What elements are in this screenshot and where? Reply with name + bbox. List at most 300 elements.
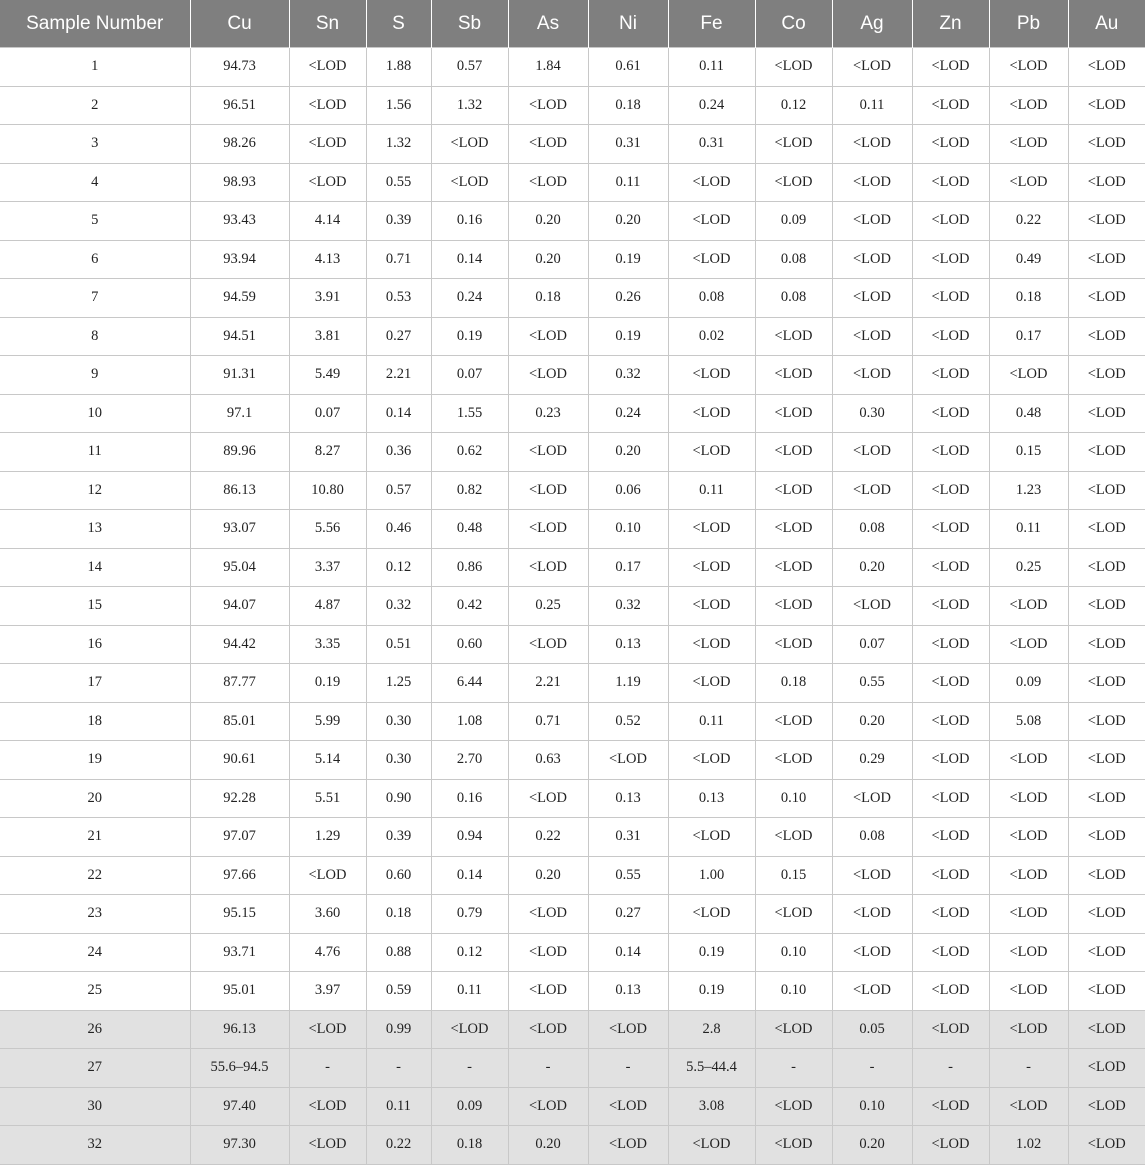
table-cell: 0.07	[431, 356, 508, 395]
table-cell: <LOD	[755, 1126, 832, 1165]
table-cell: <LOD	[912, 933, 989, 972]
table-cell: 93.94	[190, 240, 289, 279]
table-cell: <LOD	[755, 317, 832, 356]
table-cell: 4.13	[289, 240, 366, 279]
table-cell: -	[832, 1049, 912, 1088]
table-cell: 0.05	[832, 1010, 912, 1049]
table-cell: 0.57	[431, 48, 508, 87]
table-cell: 92.28	[190, 779, 289, 818]
table-cell: 5.08	[989, 702, 1068, 741]
table-cell: <LOD	[989, 1087, 1068, 1126]
sample-number-cell: 1	[0, 48, 190, 87]
table-cell: 0.19	[588, 240, 668, 279]
table-cell: <LOD	[912, 1087, 989, 1126]
table-cell: <LOD	[755, 125, 832, 164]
table-cell: 0.24	[668, 86, 755, 125]
table-cell: <LOD	[912, 895, 989, 934]
table-cell: 0.82	[431, 471, 508, 510]
table-cell: 2.70	[431, 741, 508, 780]
table-cell: -	[989, 1049, 1068, 1088]
table-cell: <LOD	[668, 818, 755, 857]
table-cell: 0.94	[431, 818, 508, 857]
table-cell: <LOD	[912, 587, 989, 626]
table-cell: -	[508, 1049, 588, 1088]
sample-number-cell: 30	[0, 1087, 190, 1126]
table-cell: <LOD	[289, 125, 366, 164]
table-cell: 94.73	[190, 48, 289, 87]
table-cell: <LOD	[1068, 548, 1145, 587]
table-cell: <LOD	[755, 587, 832, 626]
table-cell: 0.16	[431, 202, 508, 241]
sample-number-cell: 18	[0, 702, 190, 741]
header-cell: Fe	[668, 0, 755, 48]
table-cell: 0.88	[366, 933, 431, 972]
table-row	[0, 1049, 1145, 1088]
table-cell: <LOD	[431, 125, 508, 164]
table-cell: 86.13	[190, 471, 289, 510]
table-cell: 97.30	[190, 1126, 289, 1165]
table-cell: 0.22	[989, 202, 1068, 241]
table-cell: 0.39	[366, 202, 431, 241]
table-cell: 94.07	[190, 587, 289, 626]
table-cell: 3.81	[289, 317, 366, 356]
table-cell: <LOD	[1068, 1126, 1145, 1165]
table-cell: 3.08	[668, 1087, 755, 1126]
table-cell: <LOD	[508, 625, 588, 664]
table-cell: 1.55	[431, 394, 508, 433]
table-row	[0, 741, 1145, 780]
header-cell: Pb	[989, 0, 1068, 48]
table-cell: <LOD	[832, 279, 912, 318]
table-cell: <LOD	[1068, 779, 1145, 818]
table-cell: <LOD	[832, 587, 912, 626]
table-cell: 0.23	[508, 394, 588, 433]
table-cell: 0.11	[431, 972, 508, 1011]
table-cell: 1.00	[668, 856, 755, 895]
table-cell: <LOD	[832, 240, 912, 279]
table-cell: <LOD	[1068, 702, 1145, 741]
table-cell: 85.01	[190, 702, 289, 741]
table-cell: <LOD	[832, 356, 912, 395]
table-cell: 3.35	[289, 625, 366, 664]
table-cell: <LOD	[832, 202, 912, 241]
table-cell: 0.20	[588, 433, 668, 472]
table-cell: <LOD	[1068, 471, 1145, 510]
table-cell: 0.20	[508, 202, 588, 241]
table-cell: 2.21	[366, 356, 431, 395]
table-cell: 1.23	[989, 471, 1068, 510]
table-row	[0, 587, 1145, 626]
table-cell: <LOD	[912, 1126, 989, 1165]
table-cell: 0.10	[588, 510, 668, 549]
table-cell: <LOD	[755, 895, 832, 934]
table-cell: 93.71	[190, 933, 289, 972]
table-cell: 0.12	[755, 86, 832, 125]
table-cell: 5.99	[289, 702, 366, 741]
table-cell: 55.6–94.5	[190, 1049, 289, 1088]
table-cell: -	[366, 1049, 431, 1088]
table-cell: <LOD	[1068, 972, 1145, 1011]
table-cell: 0.55	[588, 856, 668, 895]
table-cell: <LOD	[1068, 356, 1145, 395]
table-cell: 0.52	[588, 702, 668, 741]
table-cell: 0.14	[366, 394, 431, 433]
sample-number-cell: 24	[0, 933, 190, 972]
table-cell: <LOD	[289, 48, 366, 87]
table-cell: 3.91	[289, 279, 366, 318]
table-cell: <LOD	[1068, 1087, 1145, 1126]
table-cell: <LOD	[912, 356, 989, 395]
table-cell: 0.22	[508, 818, 588, 857]
table-cell: 87.77	[190, 664, 289, 703]
table-row	[0, 163, 1145, 202]
table-cell: <LOD	[1068, 1010, 1145, 1049]
table-cell: 4.87	[289, 587, 366, 626]
table-cell: 0.17	[989, 317, 1068, 356]
table-cell: <LOD	[755, 818, 832, 857]
table-cell: <LOD	[508, 317, 588, 356]
table-cell: 0.53	[366, 279, 431, 318]
table-cell: 0.11	[366, 1087, 431, 1126]
table-row	[0, 548, 1145, 587]
table-cell: <LOD	[1068, 741, 1145, 780]
table-cell: 0.16	[431, 779, 508, 818]
table-cell: 0.90	[366, 779, 431, 818]
table-cell: 0.11	[832, 86, 912, 125]
table-cell: 5.51	[289, 779, 366, 818]
table-cell: <LOD	[1068, 895, 1145, 934]
table-cell: <LOD	[912, 548, 989, 587]
sample-number-cell: 21	[0, 818, 190, 857]
table-cell: <LOD	[508, 433, 588, 472]
table-row	[0, 664, 1145, 703]
table-cell: <LOD	[508, 779, 588, 818]
table-cell: 0.19	[668, 933, 755, 972]
table-cell: 0.32	[588, 356, 668, 395]
table-cell: 0.19	[289, 664, 366, 703]
table-cell: <LOD	[508, 86, 588, 125]
table-cell: 0.57	[366, 471, 431, 510]
table-cell: <LOD	[508, 1087, 588, 1126]
table-cell: 0.99	[366, 1010, 431, 1049]
table-cell: 0.20	[832, 1126, 912, 1165]
table-row	[0, 433, 1145, 472]
table-cell: <LOD	[832, 779, 912, 818]
table-cell: 0.55	[832, 664, 912, 703]
table-row	[0, 125, 1145, 164]
table-cell: 0.13	[588, 625, 668, 664]
table-cell: <LOD	[755, 1087, 832, 1126]
table-cell: <LOD	[912, 433, 989, 472]
table-cell: <LOD	[588, 1087, 668, 1126]
table-cell: 0.24	[431, 279, 508, 318]
table-cell: 0.15	[989, 433, 1068, 472]
table-cell: <LOD	[912, 86, 989, 125]
table-cell: 0.20	[832, 702, 912, 741]
table-row	[0, 86, 1145, 125]
table-cell: 0.10	[755, 972, 832, 1011]
header-cell: Zn	[912, 0, 989, 48]
table-cell: <LOD	[1068, 317, 1145, 356]
table-cell: 0.11	[668, 48, 755, 87]
sample-number-cell: 25	[0, 972, 190, 1011]
table-cell: 1.88	[366, 48, 431, 87]
table-cell: <LOD	[989, 933, 1068, 972]
table-cell: 0.20	[508, 1126, 588, 1165]
table-cell: <LOD	[1068, 394, 1145, 433]
table-cell: <LOD	[668, 664, 755, 703]
table-cell: 0.27	[366, 317, 431, 356]
table-cell: <LOD	[912, 818, 989, 857]
table-cell: <LOD	[755, 48, 832, 87]
table-cell: 93.07	[190, 510, 289, 549]
table-cell: 94.51	[190, 317, 289, 356]
table-cell: <LOD	[832, 933, 912, 972]
table-cell: 0.10	[755, 933, 832, 972]
table-cell: <LOD	[1068, 664, 1145, 703]
table-cell: <LOD	[508, 356, 588, 395]
table-cell: <LOD	[755, 394, 832, 433]
sample-number-cell: 12	[0, 471, 190, 510]
table-cell: -	[289, 1049, 366, 1088]
table-cell: 0.08	[668, 279, 755, 318]
table-cell: 0.30	[832, 394, 912, 433]
sample-number-cell: 5	[0, 202, 190, 241]
sample-number-cell: 32	[0, 1126, 190, 1165]
table-cell: 94.59	[190, 279, 289, 318]
table-cell: <LOD	[431, 163, 508, 202]
table-cell: 0.36	[366, 433, 431, 472]
table-cell: 91.31	[190, 356, 289, 395]
table-cell: 0.86	[431, 548, 508, 587]
table-cell: 0.59	[366, 972, 431, 1011]
table-row	[0, 972, 1145, 1011]
table-row	[0, 856, 1145, 895]
table-cell: <LOD	[755, 471, 832, 510]
table-cell: <LOD	[912, 510, 989, 549]
table-cell: 1.32	[366, 125, 431, 164]
sample-number-cell: 10	[0, 394, 190, 433]
table-cell: 0.11	[668, 702, 755, 741]
table-row	[0, 895, 1145, 934]
table-cell: 0.10	[755, 779, 832, 818]
table-row	[0, 933, 1145, 972]
table-cell: 0.39	[366, 818, 431, 857]
table-cell: 0.06	[588, 471, 668, 510]
table-cell: <LOD	[508, 1010, 588, 1049]
table-cell: 0.31	[588, 125, 668, 164]
table-cell: <LOD	[508, 510, 588, 549]
table-row	[0, 779, 1145, 818]
table-row	[0, 1087, 1145, 1126]
table-cell: <LOD	[912, 202, 989, 241]
table-cell: 0.48	[989, 394, 1068, 433]
table-cell: <LOD	[508, 125, 588, 164]
table-cell: 0.22	[366, 1126, 431, 1165]
table-cell: 3.97	[289, 972, 366, 1011]
table-cell: 3.60	[289, 895, 366, 934]
table-cell: <LOD	[289, 1010, 366, 1049]
table-cell: 0.49	[989, 240, 1068, 279]
table-cell: <LOD	[668, 240, 755, 279]
table-cell: 5.14	[289, 741, 366, 780]
table-cell: 0.18	[431, 1126, 508, 1165]
table-cell: 0.13	[588, 972, 668, 1011]
table-cell: 90.61	[190, 741, 289, 780]
table-cell: <LOD	[912, 163, 989, 202]
table-row	[0, 356, 1145, 395]
table-row	[0, 394, 1145, 433]
table-cell: <LOD	[989, 48, 1068, 87]
table-cell: 0.08	[832, 818, 912, 857]
table-cell: <LOD	[1068, 587, 1145, 626]
table-cell: 0.08	[755, 279, 832, 318]
table-cell: 0.10	[832, 1087, 912, 1126]
table-cell: 0.20	[508, 856, 588, 895]
table-row	[0, 625, 1145, 664]
table-cell: 0.18	[508, 279, 588, 318]
table-cell: <LOD	[668, 394, 755, 433]
table-cell: 0.19	[431, 317, 508, 356]
table-cell: <LOD	[912, 317, 989, 356]
table-cell: 0.31	[668, 125, 755, 164]
table-cell: 8.27	[289, 433, 366, 472]
table-cell: <LOD	[912, 664, 989, 703]
table-cell: <LOD	[755, 433, 832, 472]
table-cell: 0.11	[668, 471, 755, 510]
table-cell: 0.17	[588, 548, 668, 587]
table-cell: <LOD	[912, 972, 989, 1011]
table-cell: 2.8	[668, 1010, 755, 1049]
table-cell: <LOD	[989, 625, 1068, 664]
table-cell: <LOD	[508, 548, 588, 587]
table-cell: <LOD	[1068, 86, 1145, 125]
table-cell: <LOD	[989, 779, 1068, 818]
table-cell: <LOD	[912, 625, 989, 664]
table-cell: 0.12	[431, 933, 508, 972]
table-cell: <LOD	[755, 702, 832, 741]
table-cell: 1.08	[431, 702, 508, 741]
table-cell: 0.02	[668, 317, 755, 356]
table-cell: 0.19	[588, 317, 668, 356]
header-cell: Ni	[588, 0, 668, 48]
table-cell: 0.63	[508, 741, 588, 780]
table-cell: 1.19	[588, 664, 668, 703]
table-cell: <LOD	[1068, 240, 1145, 279]
table-cell: <LOD	[668, 433, 755, 472]
table-cell: 0.20	[588, 202, 668, 241]
table-cell: <LOD	[508, 972, 588, 1011]
table-cell: 96.13	[190, 1010, 289, 1049]
sample-number-cell: 20	[0, 779, 190, 818]
table-cell: 0.25	[989, 548, 1068, 587]
table-cell: <LOD	[755, 741, 832, 780]
table-cell: 0.19	[668, 972, 755, 1011]
table-cell: <LOD	[832, 856, 912, 895]
table-cell: <LOD	[755, 356, 832, 395]
table-cell: <LOD	[989, 741, 1068, 780]
table-cell: <LOD	[289, 86, 366, 125]
table-cell: 0.15	[755, 856, 832, 895]
table-cell: <LOD	[1068, 125, 1145, 164]
table-cell: <LOD	[912, 240, 989, 279]
table-cell: 95.01	[190, 972, 289, 1011]
table-cell: 1.02	[989, 1126, 1068, 1165]
table-cell: 0.09	[755, 202, 832, 241]
table-cell: <LOD	[431, 1010, 508, 1049]
table-cell: <LOD	[912, 741, 989, 780]
table-cell: <LOD	[989, 163, 1068, 202]
table-cell: <LOD	[912, 702, 989, 741]
table-cell: <LOD	[668, 510, 755, 549]
table-cell: 0.61	[588, 48, 668, 87]
table-cell: 0.55	[366, 163, 431, 202]
table-cell: <LOD	[1068, 48, 1145, 87]
header-cell: S	[366, 0, 431, 48]
table-cell: <LOD	[832, 471, 912, 510]
table-cell: 2.21	[508, 664, 588, 703]
table-cell: 1.56	[366, 86, 431, 125]
table-cell: 0.20	[508, 240, 588, 279]
table-cell: <LOD	[989, 356, 1068, 395]
table-cell: <LOD	[588, 1126, 668, 1165]
table-cell: <LOD	[989, 125, 1068, 164]
table-cell: 3.37	[289, 548, 366, 587]
table-cell: 0.25	[508, 587, 588, 626]
table-cell: <LOD	[1068, 202, 1145, 241]
table-cell: <LOD	[912, 856, 989, 895]
table-cell: 0.18	[366, 895, 431, 934]
table-cell: 0.32	[366, 587, 431, 626]
table-cell: -	[431, 1049, 508, 1088]
header-row	[0, 0, 1145, 48]
table-cell: 0.08	[755, 240, 832, 279]
sample-number-cell: 8	[0, 317, 190, 356]
table-cell: 0.07	[832, 625, 912, 664]
table-cell: 0.79	[431, 895, 508, 934]
sample-number-cell: 22	[0, 856, 190, 895]
table-cell: 0.26	[588, 279, 668, 318]
table-cell: <LOD	[1068, 433, 1145, 472]
table-cell: 1.32	[431, 86, 508, 125]
sample-number-cell: 11	[0, 433, 190, 472]
table-cell: 94.42	[190, 625, 289, 664]
table-cell: 0.18	[989, 279, 1068, 318]
table-cell: 0.29	[832, 741, 912, 780]
table-cell: <LOD	[832, 895, 912, 934]
table-cell: <LOD	[508, 471, 588, 510]
table-cell: <LOD	[832, 125, 912, 164]
table-cell: 0.14	[431, 240, 508, 279]
table-cell: <LOD	[508, 895, 588, 934]
sample-number-cell: 3	[0, 125, 190, 164]
table-cell: <LOD	[289, 163, 366, 202]
header-cell: Cu	[190, 0, 289, 48]
table-cell: 6.44	[431, 664, 508, 703]
table-cell: 98.26	[190, 125, 289, 164]
table-cell: <LOD	[989, 86, 1068, 125]
sample-number-cell: 2	[0, 86, 190, 125]
table-cell: 0.14	[588, 933, 668, 972]
table-cell: <LOD	[1068, 818, 1145, 857]
table-cell: <LOD	[289, 1126, 366, 1165]
table-cell: 89.96	[190, 433, 289, 472]
table-cell: 95.04	[190, 548, 289, 587]
table-cell: 0.18	[755, 664, 832, 703]
table-row	[0, 1126, 1145, 1165]
table-cell: <LOD	[755, 510, 832, 549]
table-cell: <LOD	[912, 779, 989, 818]
